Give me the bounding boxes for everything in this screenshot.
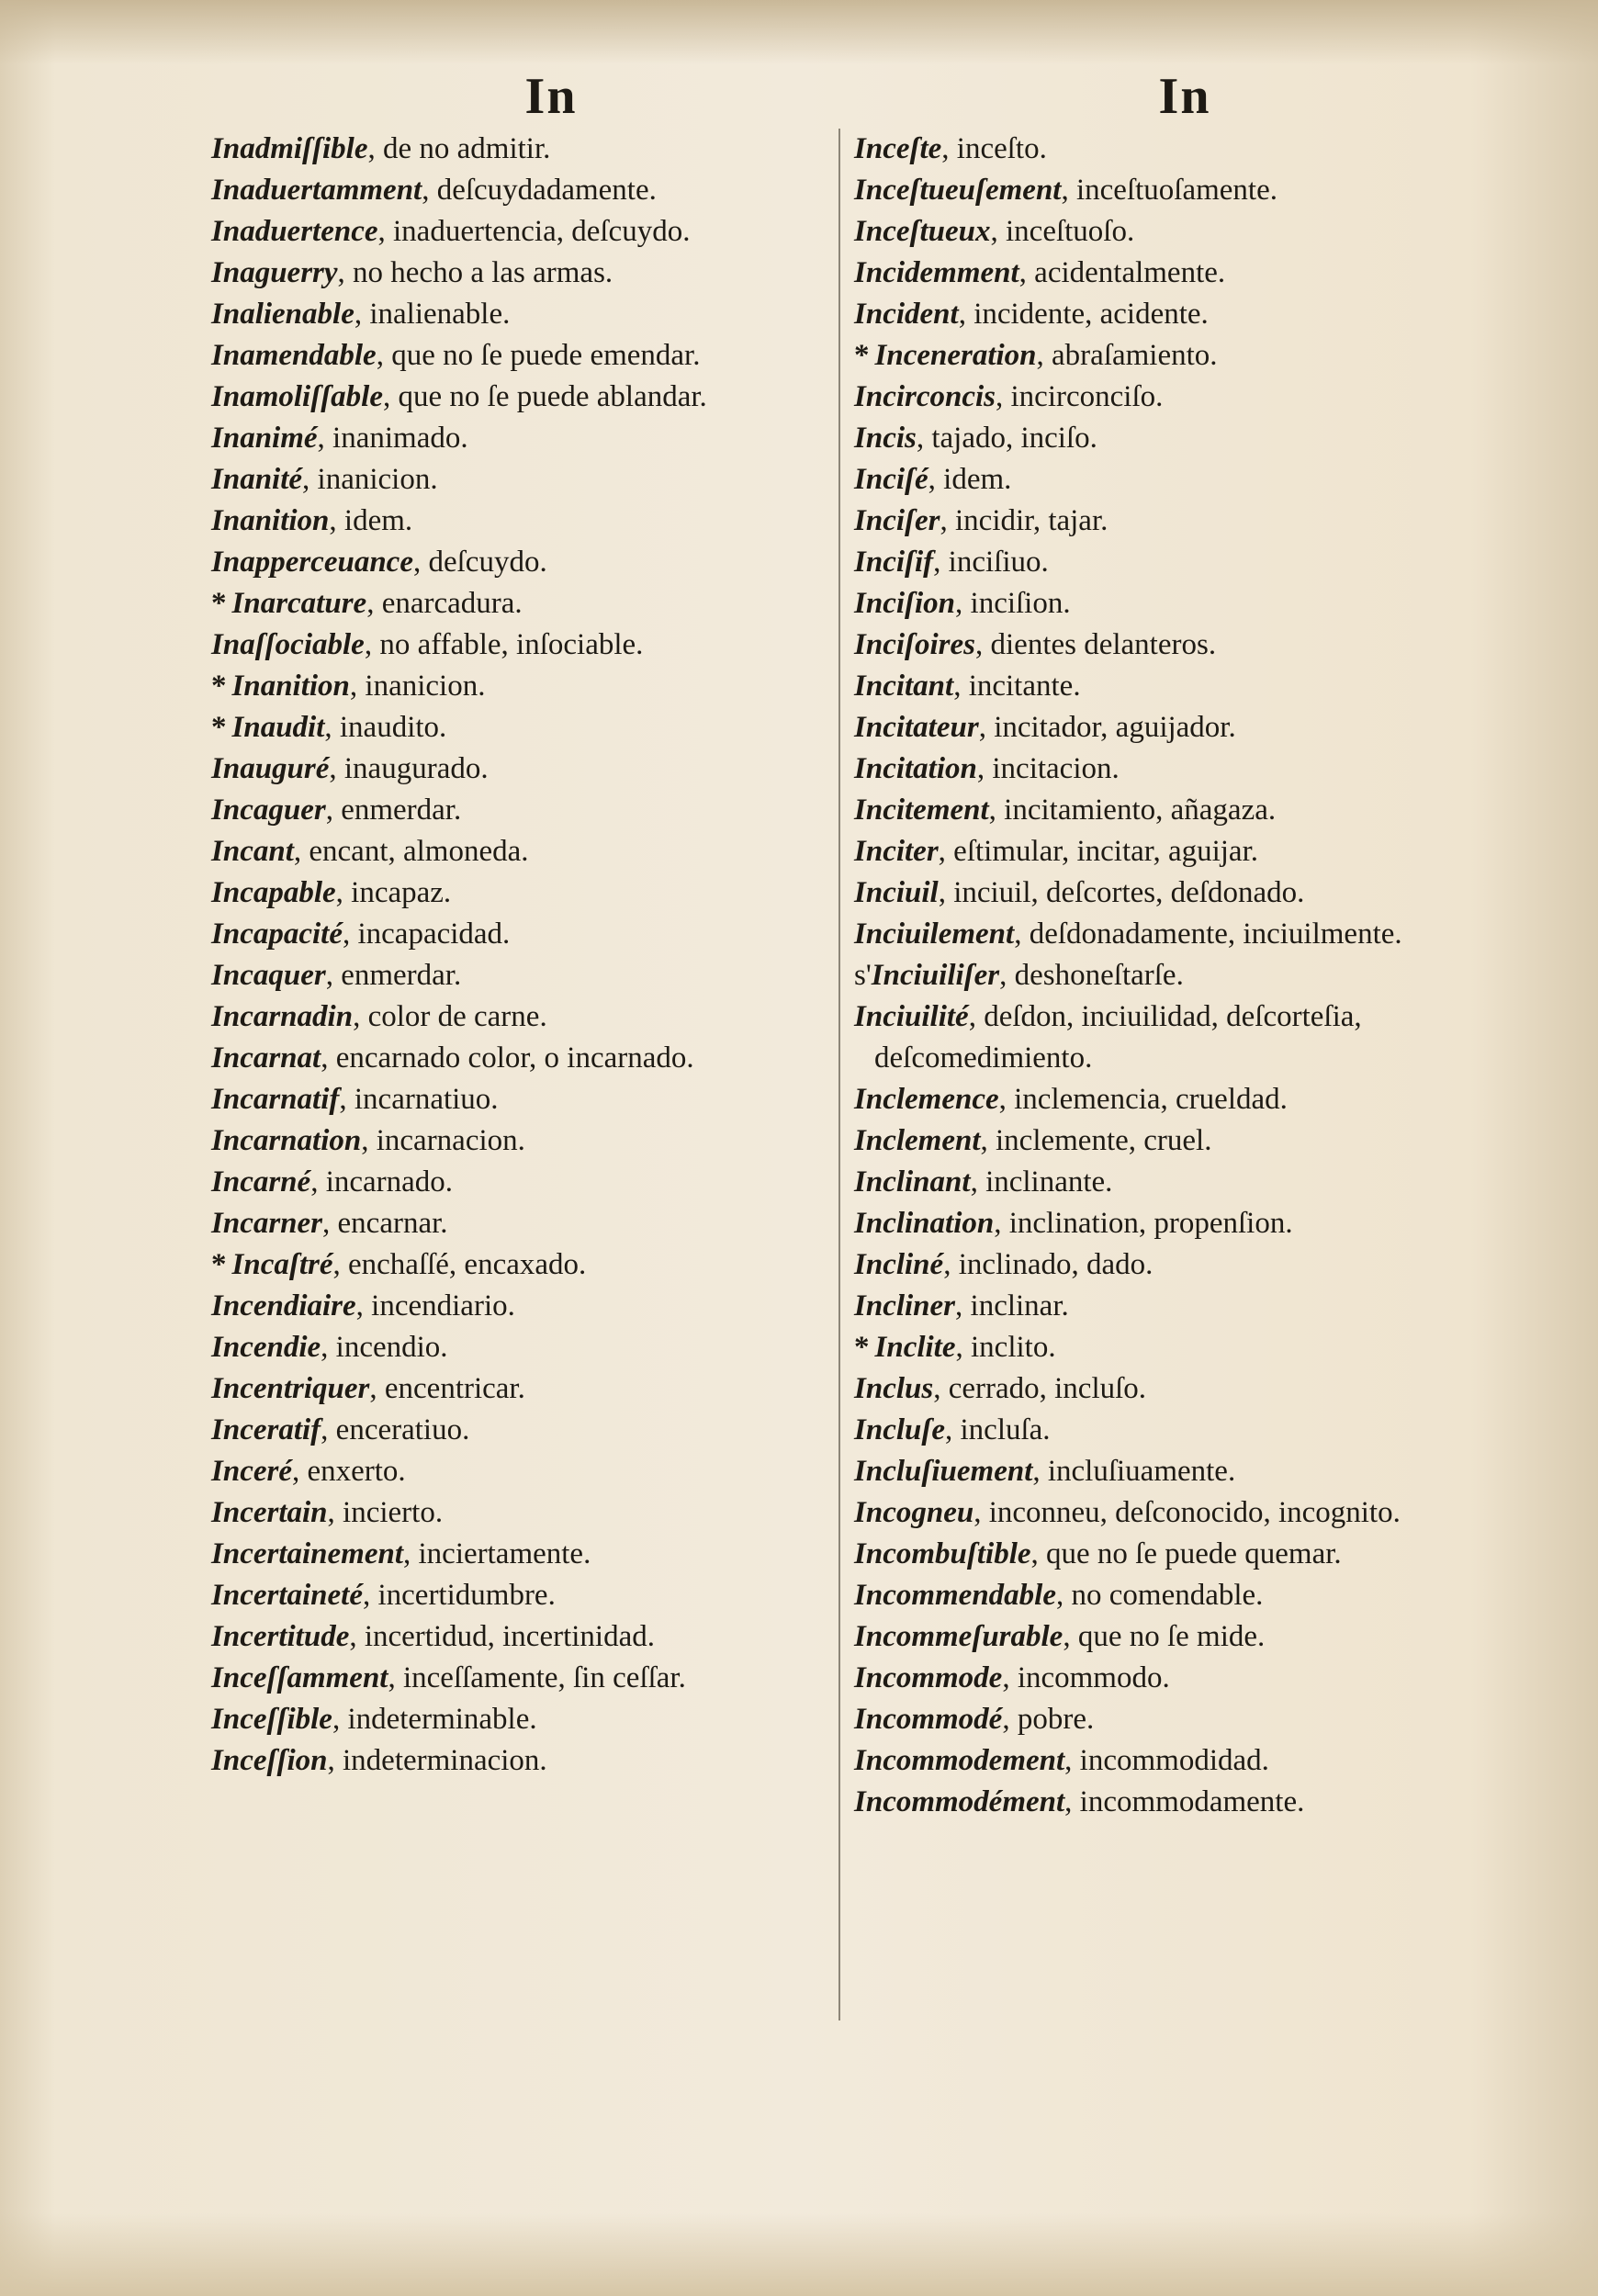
entry-headword: Inauguré xyxy=(211,752,330,785)
dictionary-entry xyxy=(211,1575,836,1616)
dictionary-entry xyxy=(211,1534,836,1575)
entry-headword: Incidemment xyxy=(854,256,1019,289)
entry-asterisk: * xyxy=(854,339,870,372)
entry-headword: Incirconcis xyxy=(854,380,996,413)
entry-headword: Inclus xyxy=(854,1372,934,1405)
dictionary-entry xyxy=(211,335,836,377)
page-bottom-shadow xyxy=(0,2213,1598,2296)
entry-headword: Inceſtueux xyxy=(854,215,991,248)
entry-definition: , de no admitir. xyxy=(367,132,551,165)
dictionary-entry xyxy=(211,1740,836,1782)
entry-definition: , cerrado, incluſo. xyxy=(933,1372,1147,1405)
dictionary-entry xyxy=(211,377,836,418)
dictionary-entry xyxy=(854,1740,1497,1782)
entry-definition: , inclinar. xyxy=(955,1289,1069,1322)
dictionary-entry xyxy=(211,1492,836,1534)
dictionary-entry xyxy=(211,501,836,542)
entry-definition: , inceſto. xyxy=(941,132,1047,165)
entry-headword: Inaſſociable xyxy=(211,628,365,661)
dictionary-entry xyxy=(854,707,1497,748)
entry-definition: , que no ſe puede emendar. xyxy=(376,339,701,372)
entry-headword: Incommeſurable xyxy=(854,1620,1063,1653)
entry-headword: Inadmiſſible xyxy=(211,132,368,165)
entry-headword: Inciſion xyxy=(854,587,956,620)
dictionary-entry xyxy=(211,1244,836,1286)
dictionary-entry xyxy=(211,1699,836,1740)
entry-definition: , enmerdar. xyxy=(325,959,462,992)
entry-headword: Inanimé xyxy=(211,422,318,455)
dictionary-entry xyxy=(211,129,836,170)
entry-headword: Incarnation xyxy=(211,1124,362,1157)
entry-headword: Incertaineté xyxy=(211,1579,363,1612)
entry-definition: , incitacion. xyxy=(976,752,1120,785)
entry-definition: , abraſamiento. xyxy=(1036,339,1218,372)
entry-definition: , incapacidad. xyxy=(342,917,511,951)
entry-definition: , inclito. xyxy=(955,1331,1056,1364)
entry-asterisk: * xyxy=(211,587,227,620)
dictionary-entry xyxy=(854,377,1497,418)
entry-headword: Inceſſible xyxy=(211,1703,332,1736)
entry-definition: , deſcuydadamente. xyxy=(422,174,657,207)
entry-headword: Inaduertamment xyxy=(211,174,422,207)
entry-definition: , inceſtuoſo. xyxy=(990,215,1135,248)
dictionary-entry xyxy=(211,707,836,748)
entry-headword: Incaguer xyxy=(211,793,326,827)
entry-headword: Inclite xyxy=(874,1331,956,1364)
dictionary-entry xyxy=(211,418,836,459)
dictionary-entry xyxy=(854,996,1497,1079)
dictionary-entry xyxy=(211,1410,836,1451)
dictionary-entry xyxy=(854,170,1497,211)
entry-headword: Incommendable xyxy=(854,1579,1056,1612)
entry-headword: Inanité xyxy=(211,463,303,496)
entry-headword: Inanition xyxy=(231,670,350,703)
entry-definition: , incendio. xyxy=(321,1331,448,1364)
dictionary-entry xyxy=(211,1616,836,1658)
dictionary-entry xyxy=(211,170,836,211)
entry-headword: Inciſer xyxy=(854,504,940,537)
dictionary-entry xyxy=(211,1203,836,1244)
entry-headword: Incitement xyxy=(854,793,989,827)
entry-definition: , inclemencia, crueldad. xyxy=(998,1083,1288,1116)
entry-headword: Incliner xyxy=(854,1289,956,1322)
entry-definition: , encarnar. xyxy=(322,1207,448,1240)
entry-definition: , incapaz. xyxy=(335,876,452,909)
dictionary-entry xyxy=(211,625,836,666)
dictionary-entry xyxy=(211,294,836,335)
dictionary-entry xyxy=(854,955,1497,996)
entry-headword: Incaquer xyxy=(211,959,326,992)
entry-asterisk: * xyxy=(854,1331,870,1364)
dictionary-entry xyxy=(854,418,1497,459)
entry-definition: , inciuil, deſcortes, deſdonado. xyxy=(938,876,1305,909)
entry-headword: Inapperceuance xyxy=(211,546,413,579)
page-top-shadow xyxy=(0,0,1598,64)
dictionary-entry xyxy=(211,748,836,790)
entry-definition: , enmerdar. xyxy=(325,793,462,827)
dictionary-entry xyxy=(854,1162,1497,1203)
entry-headword: Incombuſtible xyxy=(854,1537,1031,1570)
entry-headword: Incluſe xyxy=(854,1413,945,1446)
dictionary-entry xyxy=(854,1079,1497,1120)
entry-headword: Inaduertence xyxy=(211,215,378,248)
entry-definition: , incertidumbre. xyxy=(362,1579,556,1612)
entry-headword: Inclemence xyxy=(854,1083,999,1116)
entry-definition: , que no ſe puede ablandar. xyxy=(383,380,707,413)
dictionary-entry xyxy=(854,1699,1497,1740)
entry-headword: Incommodement xyxy=(854,1744,1065,1777)
dictionary-entry xyxy=(854,253,1497,294)
entry-definition: , deſdonadamente, inciuilmente. xyxy=(1014,917,1402,951)
entry-definition: , incluſiuamente. xyxy=(1032,1455,1236,1488)
entry-headword: Incident xyxy=(854,298,959,331)
entry-asterisk: * xyxy=(211,670,227,703)
entry-definition: , incitador, aguijador. xyxy=(978,711,1236,744)
dictionary-entry xyxy=(211,211,836,253)
entry-definition: , no affable, inſociable. xyxy=(364,628,644,661)
left-column xyxy=(211,64,836,1782)
entry-headword: Inciter xyxy=(854,835,939,868)
entry-definition: , deſdon, inciuilidad, deſcorteſia, deſcomedimiento. xyxy=(874,1000,1362,1075)
entry-definition: , inceſſamente, ſin ceſſar. xyxy=(388,1661,686,1694)
dictionary-entry xyxy=(211,1162,836,1203)
dictionary-entry xyxy=(211,1327,836,1368)
dictionary-entry xyxy=(854,1451,1497,1492)
dictionary-entry xyxy=(211,583,836,625)
dictionary-entry xyxy=(854,790,1497,831)
entry-headword: Inciuil xyxy=(854,876,939,909)
dictionary-entry xyxy=(211,542,836,583)
entry-headword: Inanition xyxy=(211,504,330,537)
dictionary-entry xyxy=(854,872,1497,914)
entry-headword: Incentriquer xyxy=(211,1372,370,1405)
right-entries xyxy=(854,129,1497,1823)
entry-headword: Incapable xyxy=(211,876,336,909)
dictionary-entry xyxy=(854,666,1497,707)
entry-headword: Incertainement xyxy=(211,1537,404,1570)
entry-headword: Inalienable xyxy=(211,298,354,331)
entry-headword: Incommodément xyxy=(854,1785,1065,1818)
dictionary-entry xyxy=(211,1368,836,1410)
entry-headword: Incitateur xyxy=(854,711,979,744)
entry-headword: Inciuilité xyxy=(854,1000,969,1033)
dictionary-entry xyxy=(854,459,1497,501)
entry-headword: Incogneu xyxy=(854,1496,974,1529)
dictionary-entry xyxy=(854,1534,1497,1575)
column-divider xyxy=(838,129,840,2020)
dictionary-entry xyxy=(854,1492,1497,1534)
entry-definition: , inceſtuoſamente. xyxy=(1061,174,1277,207)
dictionary-entry xyxy=(854,583,1497,625)
entry-headword: Incluſiuement xyxy=(854,1455,1033,1488)
dictionary-entry xyxy=(854,914,1497,955)
entry-definition: , inanicion. xyxy=(349,670,486,703)
entry-definition: , inciſion. xyxy=(955,587,1071,620)
dictionary-entry xyxy=(211,253,836,294)
dictionary-entry xyxy=(854,501,1497,542)
entry-definition: , idem. xyxy=(329,504,413,537)
entry-headword: Inciuilement xyxy=(854,917,1015,951)
entry-asterisk: * xyxy=(211,1248,227,1281)
entry-definition: , inclemente, cruel. xyxy=(980,1124,1212,1157)
dictionary-entry xyxy=(854,129,1497,170)
entry-headword: Incitant xyxy=(854,670,954,703)
entry-prefix: s' xyxy=(854,959,872,992)
entry-headword: Incant xyxy=(211,835,294,868)
entry-headword: Inarcature xyxy=(231,587,367,620)
entry-headword: Inclement xyxy=(854,1124,981,1157)
entry-definition: , encentricar. xyxy=(369,1372,525,1405)
dictionary-entry xyxy=(854,1368,1497,1410)
entry-headword: Incommode xyxy=(854,1661,1003,1694)
entry-headword: Incarnat xyxy=(211,1041,321,1075)
entry-definition: , inanimado. xyxy=(317,422,468,455)
entry-definition: , indeterminable. xyxy=(332,1703,537,1736)
entry-headword: Inceneration xyxy=(874,339,1037,372)
dictionary-entry xyxy=(854,335,1497,377)
entry-headword: Inceſtueuſement xyxy=(854,174,1062,207)
dictionary-entry xyxy=(854,831,1497,872)
entry-asterisk: * xyxy=(211,711,227,744)
entry-definition: , inclinante. xyxy=(970,1165,1113,1199)
entry-definition: , no hecho a las armas. xyxy=(337,256,613,289)
entry-definition: , incarnacion. xyxy=(361,1124,525,1157)
entry-headword: Incliné xyxy=(854,1248,944,1281)
dictionary-entry xyxy=(211,1038,836,1079)
entry-definition: , enarcadura. xyxy=(366,587,523,620)
dictionary-entry xyxy=(854,542,1497,583)
entry-definition: , incarnatiuo. xyxy=(339,1083,499,1116)
dictionary-entry xyxy=(854,294,1497,335)
dictionary-entry xyxy=(854,1782,1497,1823)
entry-definition: , incertidud, incertinidad. xyxy=(349,1620,655,1653)
entry-definition: , que no ſe puede quemar. xyxy=(1030,1537,1342,1570)
entry-definition: , incarnado. xyxy=(310,1165,454,1199)
entry-definition: , encarnado color, o incarnado. xyxy=(321,1041,694,1075)
entry-definition: , inclinado, dado. xyxy=(943,1248,1153,1281)
dictionary-entry xyxy=(211,872,836,914)
right-column xyxy=(854,64,1497,1823)
entry-definition: , incirconciſo. xyxy=(996,380,1164,413)
entry-definition: , indeterminacion. xyxy=(327,1744,547,1777)
entry-headword: Incaſtré xyxy=(231,1248,333,1281)
entry-headword: Inamoliſſable xyxy=(211,380,383,413)
entry-headword: Incendiaire xyxy=(211,1289,356,1322)
entry-definition: , idem. xyxy=(928,463,1012,496)
dictionary-entry xyxy=(211,666,836,707)
entry-definition: , incommodidad. xyxy=(1064,1744,1269,1777)
dictionary-entry xyxy=(211,1286,836,1327)
entry-definition: , inconneu, deſconocido, incognito. xyxy=(973,1496,1401,1529)
entry-headword: Incis xyxy=(854,422,917,455)
entry-definition: , incommodo. xyxy=(1002,1661,1170,1694)
entry-definition: , inclination, propenſion. xyxy=(994,1207,1293,1240)
entry-headword: Incertitude xyxy=(211,1620,350,1653)
dictionary-entry xyxy=(211,955,836,996)
entry-definition: , inanicion. xyxy=(302,463,438,496)
entry-definition: , enchaſſé, encaxado. xyxy=(332,1248,587,1281)
entry-headword: Incertain xyxy=(211,1496,328,1529)
entry-headword: Inceſte xyxy=(854,132,942,165)
entry-definition: , dientes delanteros. xyxy=(975,628,1217,661)
dictionary-entry xyxy=(211,1120,836,1162)
entry-headword: Inceſſion xyxy=(211,1744,328,1777)
dictionary-entry xyxy=(854,748,1497,790)
entry-headword: Inciſoires xyxy=(854,628,975,661)
dictionary-entry xyxy=(211,790,836,831)
dictionary-entry xyxy=(211,914,836,955)
entry-definition: , pobre. xyxy=(1002,1703,1095,1736)
entry-definition: , encant, almoneda. xyxy=(293,835,529,868)
entry-definition: , tajado, inciſo. xyxy=(916,422,1097,455)
entry-definition: , incidente, acidente. xyxy=(958,298,1209,331)
entry-headword: Inclinant xyxy=(854,1165,971,1199)
entry-definition: , incommodamente. xyxy=(1064,1785,1305,1818)
dictionary-entry xyxy=(854,1327,1497,1368)
entry-definition: , color de carne. xyxy=(353,1000,547,1033)
entry-definition: , deſcuydo. xyxy=(412,546,547,579)
entry-definition: , incendiario. xyxy=(355,1289,515,1322)
left-entries xyxy=(211,129,836,1782)
entry-headword: Inamendable xyxy=(211,339,377,372)
dictionary-entry xyxy=(854,1658,1497,1699)
entry-headword: Inciuiliſer xyxy=(871,959,1000,992)
entry-definition: , inalienable. xyxy=(354,298,511,331)
entry-definition: , inaduertencia, deſcuydo. xyxy=(377,215,691,248)
dictionary-entry xyxy=(854,1286,1497,1327)
dictionary-entry xyxy=(211,1079,836,1120)
entry-headword: Inciſif xyxy=(854,546,934,579)
entry-definition: , no comendable. xyxy=(1056,1579,1264,1612)
entry-headword: Incommodé xyxy=(854,1703,1003,1736)
entry-headword: Inceſſamment xyxy=(211,1661,388,1694)
dictionary-entry xyxy=(854,1616,1497,1658)
entry-headword: Incendie xyxy=(211,1331,321,1364)
entry-headword: Inaudit xyxy=(231,711,325,744)
right-running-header: In xyxy=(1158,68,1211,125)
entry-headword: Inciſé xyxy=(854,463,928,496)
dictionary-entry xyxy=(211,996,836,1038)
entry-headword: Inceré xyxy=(211,1455,292,1488)
entry-definition: , eſtimular, incitar, aguijar. xyxy=(938,835,1258,868)
entry-definition: , incitamiento, añagaza. xyxy=(988,793,1277,827)
entry-headword: Inaguerry xyxy=(211,256,338,289)
entry-definition: , inaugurado. xyxy=(329,752,489,785)
dictionary-entry xyxy=(211,1451,836,1492)
entry-definition: , acidentalmente. xyxy=(1018,256,1226,289)
entry-headword: Incarnatif xyxy=(211,1083,340,1116)
entry-headword: Inclination xyxy=(854,1207,995,1240)
dictionary-entry xyxy=(854,1244,1497,1286)
entry-headword: Incarnadin xyxy=(211,1000,354,1033)
entry-headword: Inceratif xyxy=(211,1413,321,1446)
dictionary-entry xyxy=(854,1410,1497,1451)
dictionary-entry xyxy=(211,459,836,501)
dictionary-entry xyxy=(854,625,1497,666)
entry-definition: , que no ſe mide. xyxy=(1063,1620,1266,1653)
entry-headword: Incapacité xyxy=(211,917,343,951)
entry-headword: Incarner xyxy=(211,1207,323,1240)
dictionary-entry xyxy=(854,1120,1497,1162)
left-running-header: In xyxy=(524,68,578,125)
entry-headword: Incarné xyxy=(211,1165,311,1199)
entry-definition: , deshoneſtarſe. xyxy=(999,959,1184,992)
entry-definition: , enxerto. xyxy=(291,1455,406,1488)
dictionary-entry xyxy=(854,1575,1497,1616)
entry-definition: , enceratiuo. xyxy=(321,1413,470,1446)
dictionary-entry xyxy=(211,1658,836,1699)
dictionary-entry xyxy=(854,1203,1497,1244)
entry-definition: , inciertamente. xyxy=(403,1537,591,1570)
entry-definition: , incidir, tajar. xyxy=(940,504,1108,537)
entry-definition: , incitante. xyxy=(953,670,1081,703)
dictionary-entry xyxy=(211,831,836,872)
entry-definition: , incierto. xyxy=(327,1496,444,1529)
entry-definition: , inciſiuo. xyxy=(933,546,1049,579)
entry-definition: , incluſa. xyxy=(945,1413,1051,1446)
dictionary-entry xyxy=(854,211,1497,253)
entry-headword: Incitation xyxy=(854,752,977,785)
entry-definition: , inaudito. xyxy=(324,711,447,744)
